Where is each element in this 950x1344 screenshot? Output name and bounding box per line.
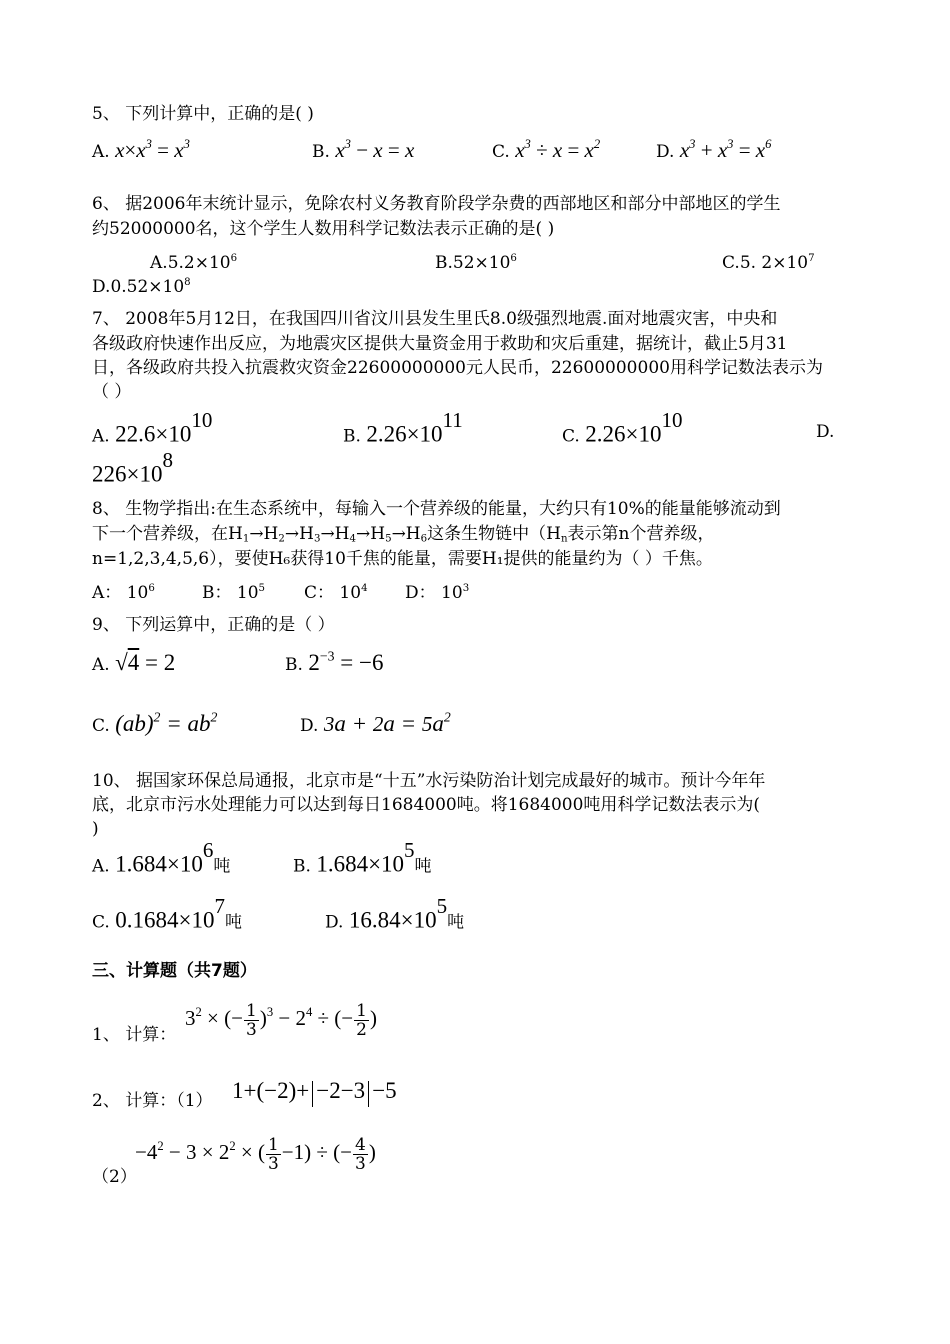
option-mantissa: 0.1684×10: [115, 907, 215, 933]
q5-option-d: D. $x^3 + x^3 = x^6$: [656, 137, 772, 162]
q5-stem: 5、 下列计算中，正确的是( ): [92, 104, 314, 124]
option-label: B.: [293, 856, 311, 877]
option-label: D.: [300, 716, 319, 736]
option-label: C：: [304, 583, 335, 603]
q10-option-a: [92, 838, 231, 878]
option-label: A.: [150, 253, 168, 273]
q7-line4: （ ）: [92, 382, 132, 402]
q7-line2: 各级政府快速作出反应，为地震灾区提供大量资金用于救助和灾后重建，据统计，截止5月31: [92, 334, 788, 354]
unit-label: 吨: [213, 856, 231, 877]
problem2-part2-expression: $-4^2 - 3 \times 2^2$ × ( $\frac{1}{3}$ −1) ÷ (− $\frac{4}{3}$ ): [135, 1135, 376, 1174]
math-expression: $x^3$: [515, 137, 531, 162]
q8-line2-part-b: 这条生物链中（H: [427, 524, 561, 544]
q7-line3: 日，各级政府共投入抗震救灾资金22600000000元人民币，22600000000用科学记数法表示为: [92, 358, 823, 378]
q8-line2-part-c: 表示第n个营养级，: [567, 524, 715, 544]
option-label: B.: [285, 655, 303, 675]
math-expression: √4 = 2: [115, 650, 176, 675]
option-exponent: 8: [184, 276, 191, 288]
option-exponent: 6: [230, 252, 238, 264]
q9-option-d: [300, 709, 451, 737]
math-expression: $x^3$: [679, 137, 696, 162]
q5-option-c: C. $x^3 \div x = x^2$: [492, 137, 601, 162]
problem1-label: 1、 计算：: [92, 1025, 177, 1045]
option-label: C.: [562, 426, 580, 447]
option-label: D.: [325, 912, 344, 933]
q9-option-b: [285, 648, 384, 676]
q9-option-c: [92, 709, 218, 737]
q7-line1: 7、 2008年5月12日，在我国四川省汶川县发生里氏8.0级强烈地震.面对地震灾害，中央和: [92, 309, 778, 329]
q6-option-c: [722, 252, 815, 274]
option-exponent: 5: [404, 838, 415, 862]
option-exponent: 6: [510, 252, 517, 264]
q8-line3: n=1,2,3,4,5,6），要使H₆获得10千焦的能量，需要H₁提供的能量约为（ ）千焦。: [92, 549, 713, 569]
fraction: $\frac{1}{3}$: [245, 1001, 257, 1040]
q8-line1: 8、 生物学指出:在生态系统中，每输入一个营养级的能量，大约只有10%的能量能够流动到: [92, 499, 781, 519]
option-base: 10: [126, 583, 149, 603]
q5-option-b: B. $x^3 - x = x$: [312, 137, 415, 162]
option-label: A：: [92, 583, 122, 603]
option-mantissa: 0.52×10: [110, 277, 185, 297]
q10-option-c: [92, 894, 242, 934]
option-exponent: 10: [661, 408, 683, 432]
math-expression: $(ab)^2 = ab^2$: [115, 709, 218, 736]
q6-option-b: [435, 252, 517, 274]
option-label: D：: [405, 583, 436, 603]
unit-label: 吨: [224, 912, 242, 933]
option-exponent: 10: [191, 408, 213, 432]
option-mantissa: 226×10: [92, 461, 163, 487]
q7-option-d-label: D.: [816, 422, 835, 442]
option-label: D.: [656, 142, 675, 162]
fraction: $\frac{1}{2}$: [356, 1001, 367, 1040]
math-expression: $x^3$: [335, 137, 351, 162]
problem2-label: 2、 计算：（1）: [92, 1091, 213, 1111]
problem2-part1-expression: 1+(−2)+ −2−3 −5: [232, 1076, 397, 1108]
fraction: $\frac{1}{3}$: [267, 1135, 279, 1174]
option-base: 10: [236, 583, 259, 603]
q10-line1: 10、 据国家环保总局通报，北京市是“十五”水污染防治计划完成最好的城市。预计今年年: [92, 771, 766, 791]
option-exponent: 5: [258, 582, 266, 594]
option-mantissa: 2.26×10: [585, 421, 662, 447]
math-expression: $2^{-3} = -6$: [308, 648, 384, 675]
q10-option-b: [293, 838, 432, 878]
q8-option-a: [92, 582, 155, 604]
option-label: C.: [92, 716, 110, 736]
q9-option-a: [92, 652, 175, 676]
q10-option-d: [325, 894, 465, 934]
option-mantissa: 16.84×10: [348, 907, 437, 933]
option-exponent: 6: [148, 582, 155, 594]
q6-option-a: [150, 252, 237, 274]
q8-option-c: [304, 582, 368, 604]
option-exponent: 7: [808, 252, 815, 264]
option-mantissa: 5.2×10: [167, 253, 231, 273]
q8-option-b: [202, 582, 265, 604]
option-label: B：: [202, 583, 232, 603]
unit-label: 吨: [414, 856, 432, 877]
option-mantissa: 2.26×10: [366, 421, 443, 447]
option-mantissa: 1.684×10: [115, 851, 203, 877]
q10-line3: ): [92, 819, 99, 839]
problem1-expression: $3^2$ × (− $\frac{1}{3}$ )$^3 - 2^4$ ÷ (− $\frac{1}{2}$ ): [185, 1001, 377, 1040]
math-expression: $3a + 2a = 5a^2$: [323, 709, 451, 736]
option-label: C.: [722, 253, 740, 273]
option-label: A.: [92, 856, 110, 877]
q7-option-d: [92, 448, 173, 488]
option-label: C.: [92, 912, 110, 933]
option-label: A.: [92, 142, 110, 162]
option-label: B.: [312, 142, 330, 162]
option-exponent: 11: [442, 408, 463, 432]
option-base: 10: [339, 583, 362, 603]
option-exponent: 7: [214, 894, 225, 918]
option-mantissa: 22.6×10: [115, 421, 192, 447]
math-expression: x: [115, 138, 125, 162]
option-label: A.: [92, 426, 110, 447]
option-label: D.: [92, 277, 111, 297]
option-exponent: 3: [462, 582, 470, 594]
q8-line2: 下一个营养级，在$H_1\to H_2\to H_3\to H_4\to H_5\to H_6$这条生物链中（$H_n$表示第n个营养级，: [92, 524, 715, 545]
option-label: C.: [492, 142, 510, 162]
option-mantissa: 5. 2×10: [739, 253, 809, 273]
q7-option-c: [562, 408, 683, 448]
option-exponent: 8: [162, 448, 173, 472]
q6-line1: 6、 据2006年末统计显示，免除农村义务教育阶段学杂费的西部地区和部分中部地区的学生: [92, 194, 781, 214]
q5-option-a: A. $x\times x^3 = x^3$: [92, 137, 190, 162]
section-title: 三、计算题（共7题）: [92, 961, 257, 981]
option-label: B.: [343, 426, 361, 447]
q7-option-b: [343, 408, 463, 448]
q7-option-a: [92, 408, 213, 448]
problem2-part2-label: （2）: [92, 1167, 137, 1187]
q8-option-d: [405, 582, 469, 604]
q10-line2: 底，北京市污水处理能力可以达到每日1684000吨。将1684000吨用科学记数法表示为(: [92, 795, 761, 815]
option-mantissa: 52×10: [452, 253, 511, 273]
q9-stem: 9、 下列运算中，正确的是（ ）: [92, 615, 335, 635]
option-exponent: 5: [436, 894, 448, 918]
q6-option-d: [92, 276, 191, 298]
option-base: 10: [441, 583, 463, 603]
fraction: $\frac{4}{3}$: [355, 1135, 366, 1174]
option-label: B.: [435, 253, 453, 273]
option-exponent: 6: [202, 838, 214, 862]
unit-label: 吨: [447, 912, 465, 933]
q8-line2-part-a: 下一个营养级，在H: [92, 524, 243, 544]
option-label: A.: [92, 655, 110, 675]
option-exponent: 4: [361, 582, 368, 594]
q6-line2: 约52000000名，这个学生人数用科学记数法表示正确的是( ): [92, 219, 555, 239]
option-mantissa: 1.684×10: [316, 851, 405, 877]
